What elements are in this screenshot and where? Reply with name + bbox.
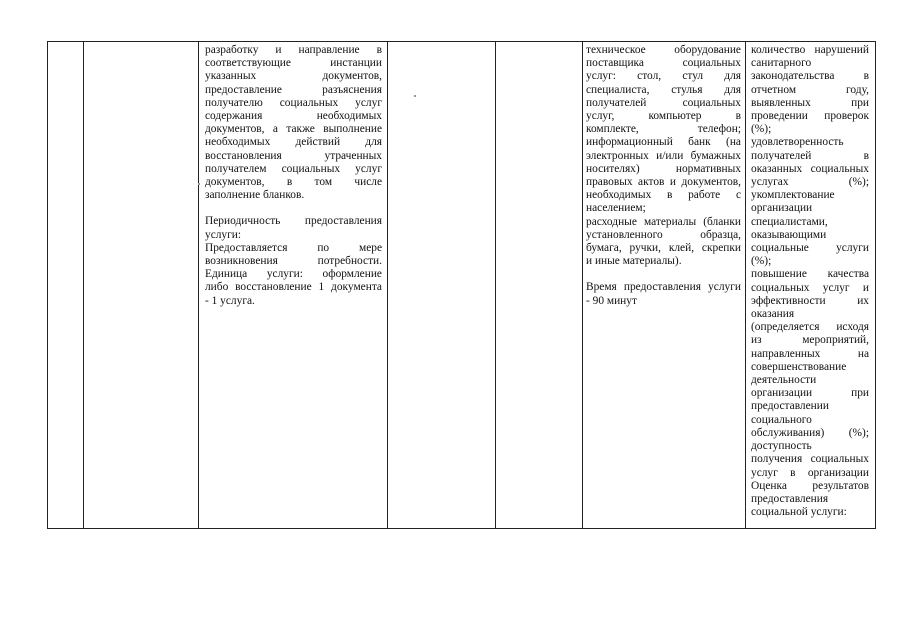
text-line: организации — [751, 202, 813, 215]
column-divider-5 — [582, 42, 583, 528]
text-line: эффективности их — [751, 294, 869, 307]
text-line: отчетном году, — [751, 83, 869, 96]
text-line: (%); — [751, 123, 772, 136]
text-line: либо восстановление 1 документа — [205, 281, 382, 294]
text-line: носителях) нормативных — [586, 162, 741, 175]
text-line: и иные материалы). — [586, 255, 682, 268]
text-line: из мероприятий, — [751, 334, 869, 347]
text-line: оказания — [751, 308, 795, 321]
text-line: получателей социальных — [586, 96, 741, 109]
text-line: документов, а также выполнение — [205, 123, 382, 136]
service-duration-text — [586, 281, 741, 307]
text-line: проведении проверок — [751, 110, 869, 123]
text-line: социальной услуги: — [751, 506, 847, 519]
text-line: поставщика социальных — [586, 57, 741, 70]
text-line: бумага, ручки, клей, скрепки — [586, 242, 741, 255]
text-line: санитарного — [751, 57, 812, 70]
text-line: Периодичность предоставления — [205, 215, 382, 228]
text-line: документов, в том числе — [205, 176, 382, 189]
text-line: удовлетворенность — [751, 136, 844, 149]
text-line: доступность — [751, 440, 812, 453]
text-line: предоставление разъяснения — [205, 83, 382, 96]
text-line: предоставлении — [751, 400, 829, 413]
text-line: Единица услуги: оформление — [205, 268, 382, 281]
text-line: услуги: — [205, 228, 242, 241]
services-table — [47, 41, 876, 529]
text-line: восстановления утраченных — [205, 149, 382, 162]
text-line: законодательства в — [751, 70, 869, 83]
text-line: оказанных социальных — [751, 162, 869, 175]
text-line: расходные материалы (бланки — [586, 215, 741, 228]
text-line: социальных услуг и — [751, 281, 869, 294]
text-line: информационный банк (на — [586, 136, 741, 149]
text-line: услуг, компьютер в — [586, 110, 741, 123]
text-line: предоставления — [751, 492, 829, 505]
text-line: социальные услуги — [751, 242, 869, 255]
text-line: получателей в — [751, 149, 869, 162]
text-line: (%); — [751, 255, 772, 268]
text-line: повышение качества — [751, 268, 869, 281]
text-line: количество нарушений — [751, 44, 869, 56]
text-line: деятельности — [751, 374, 817, 387]
scan-speck — [414, 95, 416, 97]
text-line: выявленных при — [751, 96, 869, 109]
text-line: населением; — [586, 202, 646, 215]
text-line: необходимых в работе с — [586, 189, 741, 202]
text-line: обслуживания) (%); — [751, 426, 869, 439]
text-line: возникновения потребности. — [205, 255, 382, 268]
text-line: получателю социальных услуг — [205, 96, 382, 109]
text-line: разработку и направление в — [205, 44, 382, 56]
text-line: специалиста, стулья для — [586, 83, 741, 96]
quality-indicators-text — [751, 44, 869, 519]
column-divider-4 — [495, 42, 496, 528]
text-line: - 90 минут — [586, 294, 637, 307]
service-periodicity-text — [205, 215, 382, 307]
text-line: услуг: стол, стул для — [586, 70, 741, 83]
service-conditions-cell — [586, 44, 741, 308]
text-line: указанных документов, — [205, 70, 382, 83]
text-line: услугах (%); — [751, 176, 869, 189]
text-line: заполнение бланков. — [205, 189, 305, 202]
service-description-text — [205, 44, 382, 202]
text-line: техническое оборудование — [586, 44, 741, 56]
column-divider-1 — [83, 42, 84, 528]
text-line: услуг в организации — [751, 466, 869, 479]
text-line: (определяется исходя — [751, 321, 869, 334]
column-divider-3 — [387, 42, 388, 528]
text-line: оказывающими — [751, 228, 827, 241]
text-line: правовых актов и документов, — [586, 176, 741, 189]
scan-speck — [198, 183, 200, 185]
text-line: специалистами, — [751, 215, 828, 228]
text-line: получения социальных — [751, 453, 869, 466]
text-line: содержания необходимых — [205, 110, 382, 123]
text-line: Оценка результатов — [751, 479, 869, 492]
quality-indicators-cell — [751, 44, 869, 519]
text-line: организации при — [751, 387, 869, 400]
text-line: Время предоставления услуги — [586, 281, 741, 294]
column-divider-6 — [745, 42, 746, 528]
service-description-cell — [205, 44, 382, 308]
text-line: - 1 услуга. — [205, 294, 255, 307]
text-line: установленного образца, — [586, 228, 741, 241]
text-line: Предоставляется по мере — [205, 241, 382, 254]
text-line: необходимых действий для — [205, 136, 382, 149]
column-divider-2 — [198, 42, 199, 528]
text-line: получателем социальных услуг — [205, 162, 382, 175]
text-line: укомплектование — [751, 189, 835, 202]
text-line: социального — [751, 413, 812, 426]
text-line: электронных и/или бумажных — [586, 149, 741, 162]
text-line: направленных на — [751, 347, 869, 360]
text-line: совершенствование — [751, 360, 847, 373]
service-equipment-text — [586, 44, 741, 268]
text-line: соответствующие инстанции — [205, 57, 382, 70]
text-line: комплекте, телефон; — [586, 123, 741, 136]
